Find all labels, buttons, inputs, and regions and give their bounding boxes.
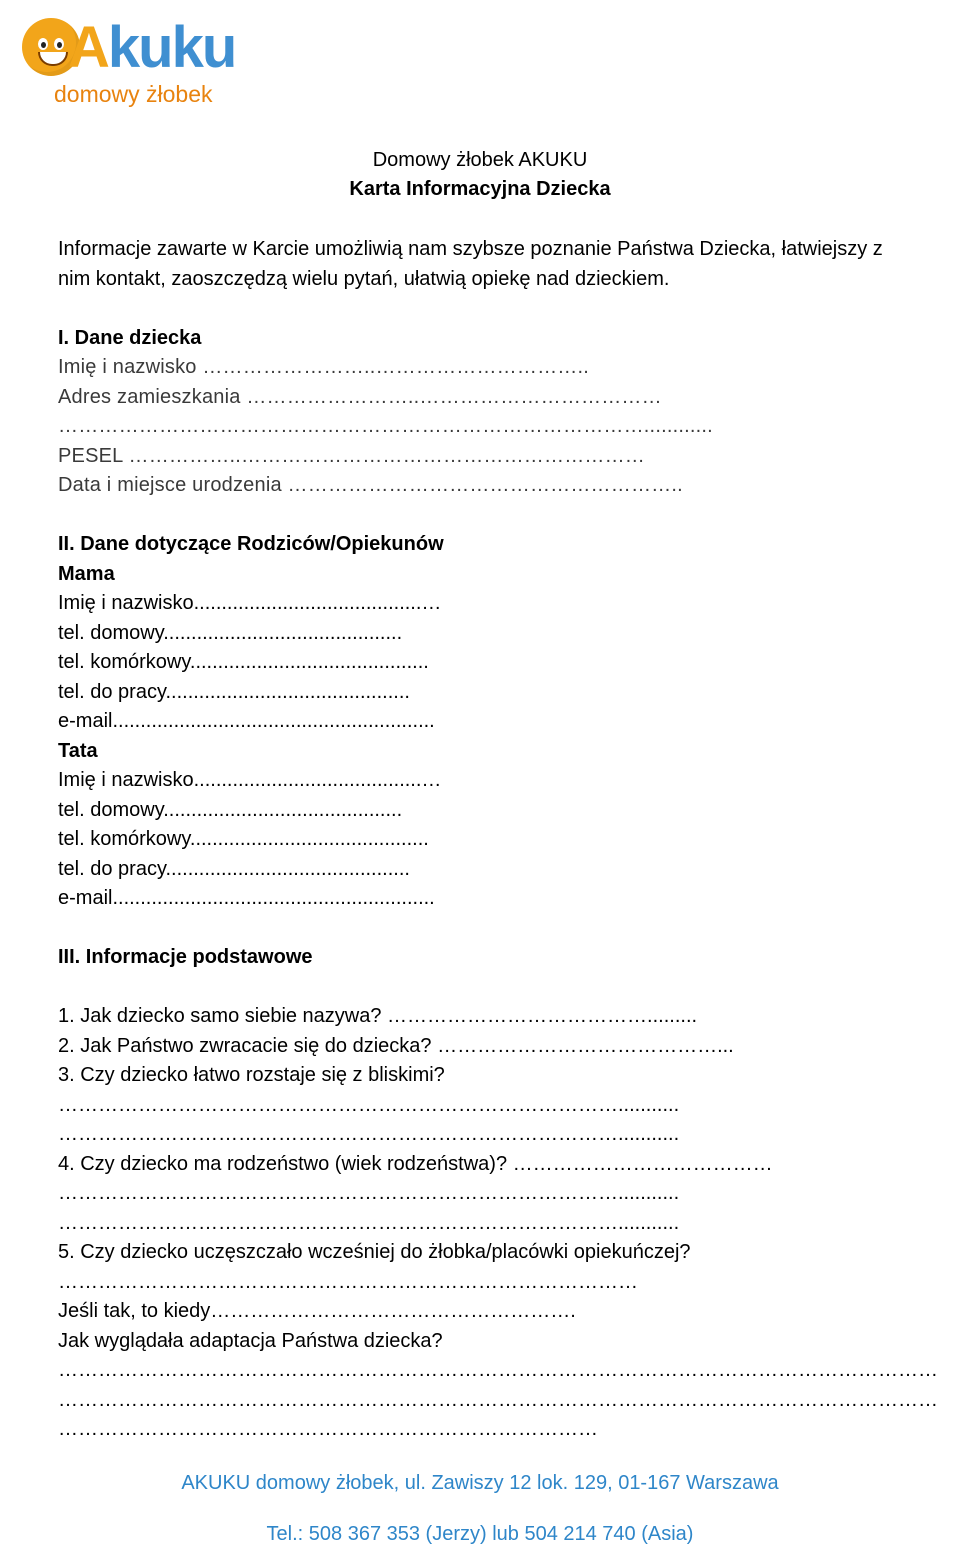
answer-line: …………………………………………………………………………...........: [58, 1094, 680, 1116]
answer-line: ……………………………………………………………………………: [58, 1271, 638, 1293]
tata-mobile-phone-field: tel. komórkowy...........................................: [58, 828, 429, 850]
question-5-adaptation: Jak wyglądała adaptacja Państwa dziecka?: [58, 1330, 443, 1352]
question-2: 2. Jak Państwo zwracacie się do dziecka? ……………………………………...: [58, 1035, 734, 1057]
answer-line: ……………………………………………………………………………………………………………………: [58, 1389, 938, 1411]
tata-work-phone-field: tel. do pracy............................................: [58, 858, 410, 880]
document-title: Domowy żłobek AKUKU: [372, 149, 588, 171]
question-4: 4. Czy dziecko ma rodzeństwo (wiek rodzeństwa)? …………………………………: [58, 1153, 773, 1175]
answer-line: ………………………………………………………………………: [58, 1418, 598, 1440]
logo-brand: Akuku: [68, 15, 236, 80]
document-subtitle: Karta Informacyjna Dziecka: [349, 178, 611, 200]
answer-line: …………………………………………………………………………...........: [58, 1212, 680, 1234]
child-birth-field: Data i miejsce urodzenia …………………………………………………..: [58, 474, 683, 496]
mama-home-phone-field: tel. domowy...........................................: [58, 622, 403, 644]
section-3-heading: III. Informacje podstawowe: [58, 946, 313, 968]
tata-name-field: Imię i nazwisko.........................................…: [58, 769, 442, 791]
mama-email-field: e-mail..........................................................: [58, 710, 435, 732]
child-address-line-2: ……………………………………………………………………………............: [58, 415, 713, 437]
answer-line: …………………………………………………………………………...........: [58, 1123, 680, 1145]
intro-line-1: Informacje zawarte w Karcie umożliwią nam szybsze poznanie Państwa Dziecka, łatwiejszy z: [58, 238, 883, 260]
question-1: 1. Jak dziecko samo siebie nazywa? ………………………………….........: [58, 1005, 698, 1027]
mama-name-field: Imię i nazwisko.........................................…: [58, 592, 442, 614]
tata-home-phone-field: tel. domowy...........................................: [58, 799, 403, 821]
mama-label: Mama: [58, 563, 115, 585]
section-1-heading: I. Dane dziecka: [58, 327, 202, 349]
question-3: 3. Czy dziecko łatwo rozstaje się z bliskimi?: [58, 1064, 445, 1086]
section-2-heading: II. Dane dotyczące Rodziców/Opiekunów: [58, 533, 444, 555]
intro-line-2: nim kontakt, zaoszczędzą wielu pytań, ułatwią opiekę nad dzieckiem.: [58, 268, 670, 290]
logo-subtitle: domowy żłobek: [54, 81, 213, 107]
answer-line: ……………………………………………………………………………………………………………………: [58, 1359, 938, 1381]
question-5-when: Jeśli tak, to kiedy……………………………………………….: [58, 1300, 576, 1322]
footer-address: AKUKU domowy żłobek, ul. Zawiszy 12 lok. 129, 01-167 Warszawa: [181, 1472, 779, 1494]
question-5: 5. Czy dziecko uczęszczało wcześniej do żłobka/placówki opiekuńczej?: [58, 1241, 691, 1263]
child-pesel-field: PESEL ……………..……………………………………………………: [58, 445, 646, 467]
tata-label: Tata: [58, 740, 98, 762]
akuku-logo: [20, 12, 236, 108]
footer-phones: Tel.: 508 367 353 (Jerzy) lub 504 214 740 (Asia): [266, 1523, 694, 1545]
mama-work-phone-field: tel. do pracy............................................: [58, 681, 410, 703]
tata-email-field: e-mail..........................................................: [58, 887, 435, 909]
child-name-field: Imię i nazwisko ……………………..…………………………..: [58, 356, 589, 378]
child-address-field: Adres zamieszkania ……………………..………………………………: [58, 386, 662, 408]
mama-mobile-phone-field: tel. komórkowy...........................................: [58, 651, 429, 673]
answer-line: …………………………………………………………………………...........: [58, 1182, 680, 1204]
